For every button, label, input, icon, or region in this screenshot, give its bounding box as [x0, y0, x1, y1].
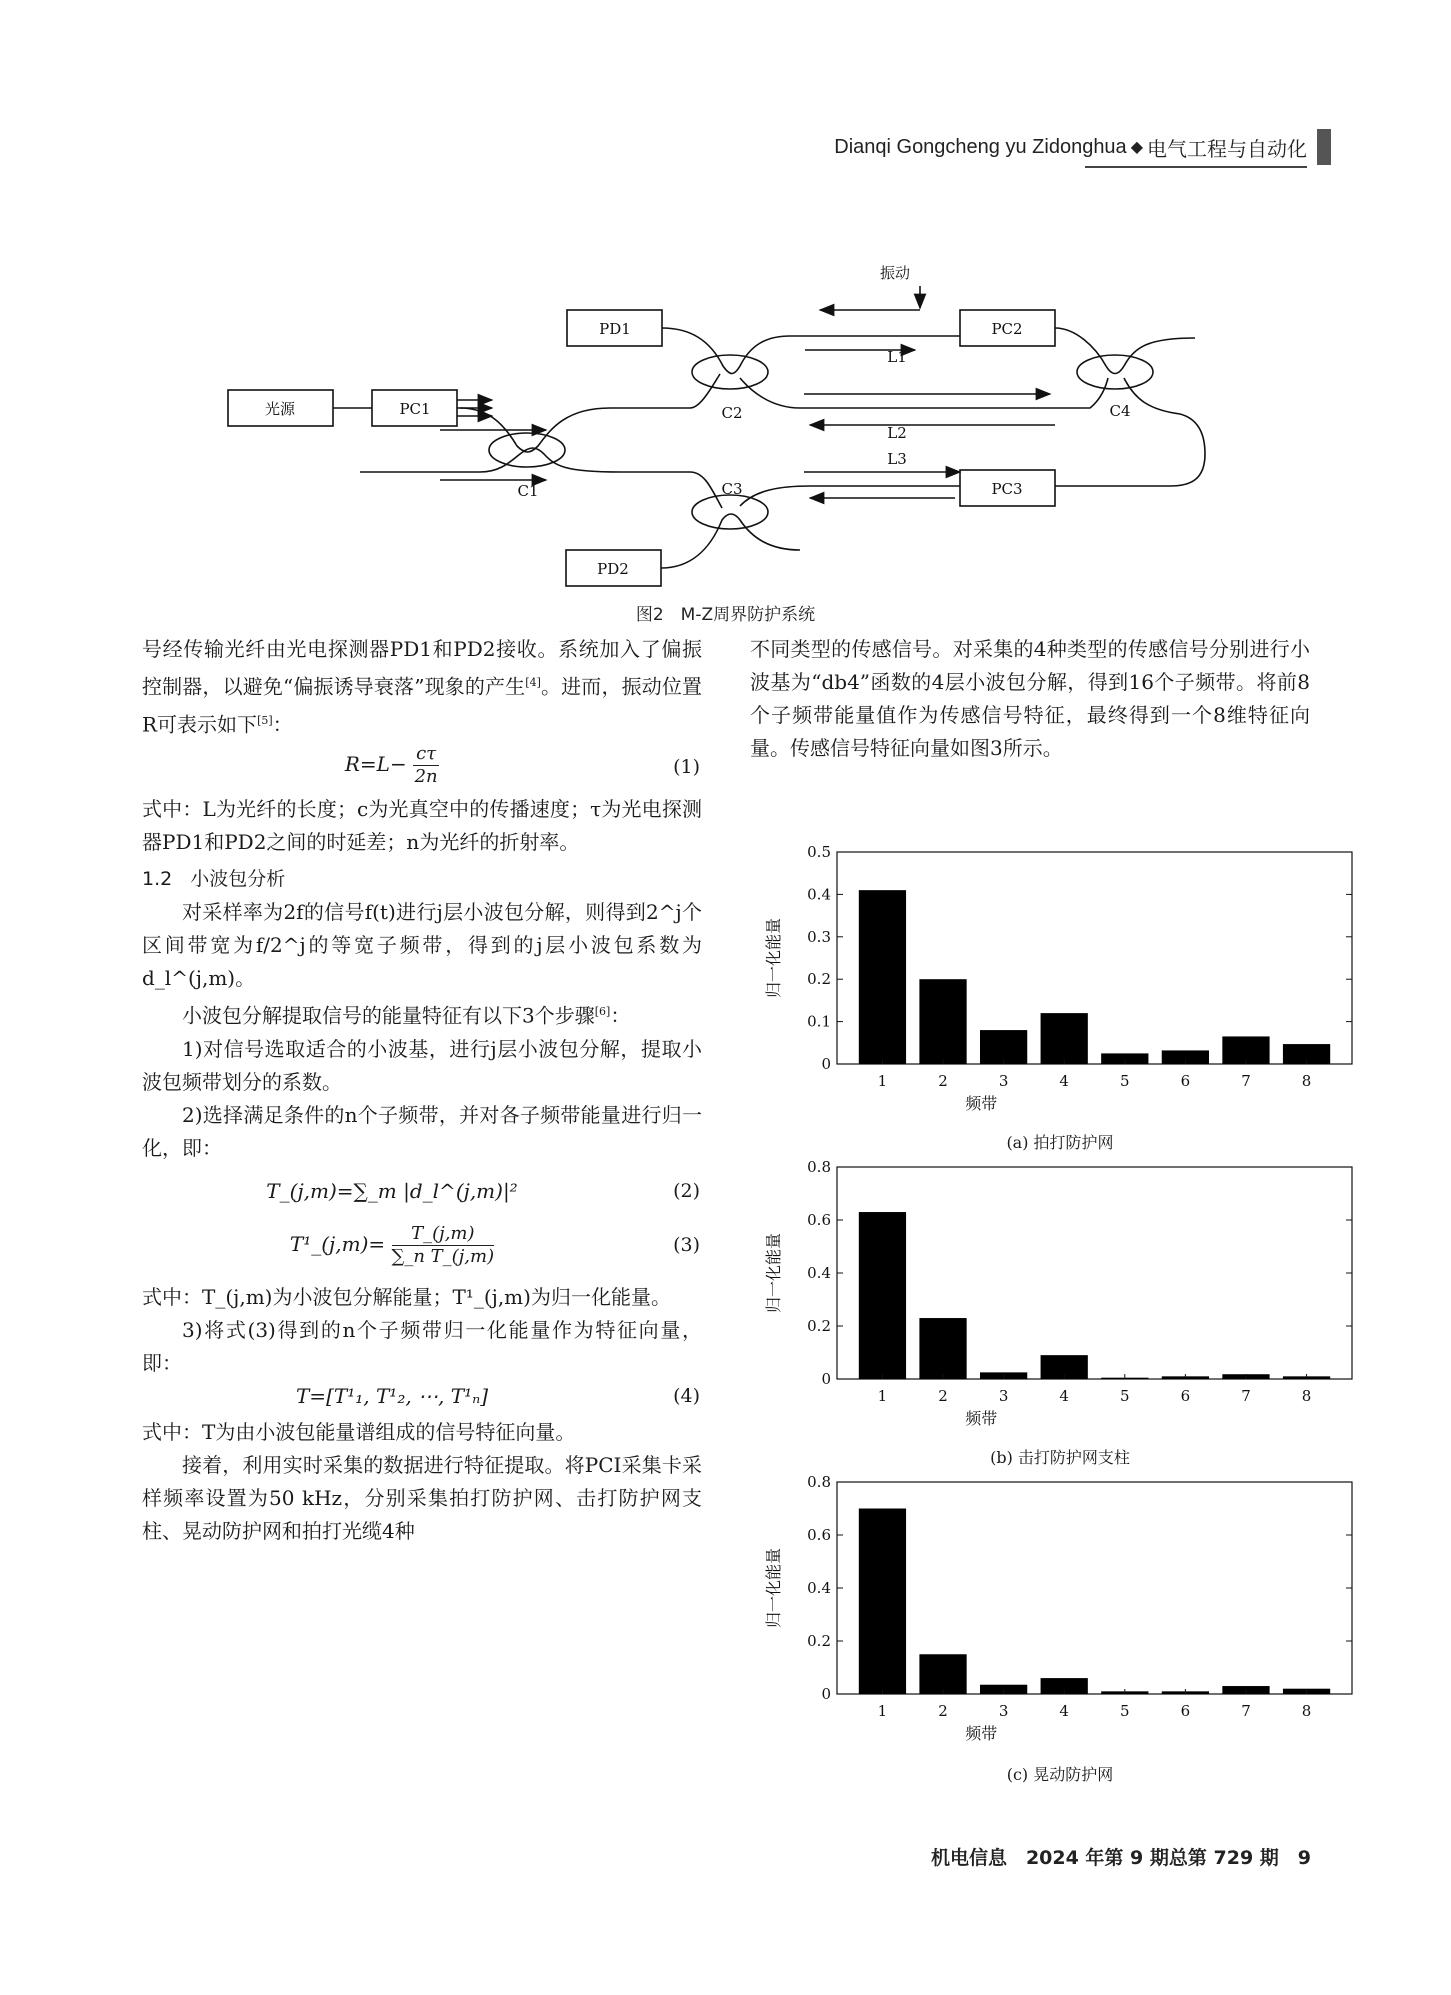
y-tick-label: 0.4 — [807, 1579, 831, 1597]
bar — [1041, 1013, 1088, 1064]
x-tick-label: 3 — [998, 1072, 1009, 1090]
x-tick-label: 2 — [938, 1072, 948, 1090]
x-tick-label: 1 — [877, 1387, 888, 1405]
y-tick-label: 0.2 — [807, 1317, 831, 1335]
x-tick-label: 7 — [1241, 1072, 1251, 1090]
paragraph — [142, 995, 702, 1033]
citation: [6] — [594, 1005, 611, 1019]
c3-label: C3 — [721, 480, 743, 498]
equation-3 — [142, 1217, 702, 1281]
y-tick-label: 0.1 — [807, 1012, 831, 1031]
y-tick-label: 0.8 — [807, 1473, 831, 1491]
x-tick-label: 2 — [938, 1387, 948, 1405]
y-tick-label: 0.2 — [807, 970, 831, 989]
x-axis-label: 频带 — [965, 1094, 998, 1113]
x-axis-label: 频带 — [965, 1409, 998, 1428]
y-tick-label: 0.4 — [807, 1264, 831, 1282]
y-tick-label: 0.6 — [807, 1211, 831, 1229]
figure2-caption: 图2 M-Z周界防护系统 — [635, 605, 816, 625]
paragraph: 对采样率为2f的信号f(t)进行j层小波包分解，则得到2^j个区间带宽为f/2^j的等宽子频带，得到的j层小波包系数为d_l^(j,m)。 — [142, 900, 702, 991]
bar — [919, 979, 966, 1064]
light-source-label: 光源 — [264, 400, 296, 418]
paragraph: 式中：T为由小波包能量谱组成的信号特征向量。 — [142, 1419, 576, 1444]
mz-system-diagram — [220, 250, 1230, 600]
x-tick-label: 4 — [1059, 1387, 1069, 1405]
bar — [980, 1030, 1027, 1064]
bar — [919, 1318, 966, 1379]
pd2-label: PD2 — [597, 560, 629, 578]
x-tick-label: 6 — [1180, 1702, 1191, 1720]
pc1-label: PC1 — [399, 400, 431, 418]
y-tick-label: 0 — [821, 1370, 831, 1388]
eq1-numerator: cτ — [413, 743, 439, 766]
text-span: ： — [610, 1003, 631, 1028]
l1-label: L1 — [887, 348, 907, 366]
section-title: 小波包分析 — [190, 868, 286, 891]
citation: [5] — [257, 713, 273, 727]
bar — [919, 1654, 966, 1694]
section-number: 1.2 — [142, 868, 173, 891]
x-tick-label: 5 — [1120, 1702, 1130, 1720]
y-axis-label: 归一化能量 — [764, 917, 783, 999]
y-tick-label: 0.8 — [807, 1158, 831, 1176]
paragraph: 不同类型的传感信号。对采集的4种类型的传感信号分别进行小波基为“db4”函数的4层小波包分解，得到16个子频带。将前8个子频带能量值作为传感信号特征，最终得到一个8维特征向量。传感信号特征向量如图3所示。 — [750, 637, 1310, 760]
paragraph: 1)对信号选取适合的小波基，进行j层小波包分解，提取小波包频带划分的系数。 — [142, 1036, 702, 1094]
plot-frame — [837, 1482, 1352, 1694]
paragraph: 接着，利用实时采集的数据进行特征提取。将PCI采集卡采样频率设置为50 kHz，分别采集拍打防护网、击打防护网支柱、晃动防护网和拍打光缆4种 — [142, 1452, 702, 1543]
eq1-lhs: R=L− — [344, 752, 407, 777]
equation-number: (1) — [673, 756, 700, 779]
y-tick-label: 0.2 — [807, 1632, 831, 1650]
x-tick-label: 5 — [1120, 1072, 1130, 1090]
y-tick-label: 0.3 — [807, 927, 831, 946]
paragraph — [142, 633, 702, 741]
x-axis-label: 频带 — [965, 1724, 998, 1743]
paragraph: 式中：T_(j,m)为小波包分解能量；T¹_(j,m)为归一化能量。 — [142, 1284, 671, 1309]
y-axis-label: 归一化能量 — [764, 1232, 783, 1314]
x-tick-label: 4 — [1059, 1702, 1069, 1720]
equation-1 — [142, 741, 702, 793]
plot-frame — [837, 852, 1352, 1064]
equation-number: (3) — [673, 1233, 700, 1256]
section-heading — [142, 863, 702, 896]
y-tick-label: 0 — [821, 1055, 831, 1073]
header-journal-pinyin: Dianqi Gongcheng yu Zidonghua — [834, 135, 1127, 158]
x-tick-label: 3 — [998, 1702, 1009, 1720]
paragraph: 2)选择满足条件的n个子频带，并对各子频带能量进行归一化，即： — [142, 1102, 702, 1160]
x-tick-label: 5 — [1120, 1387, 1130, 1405]
bar — [859, 1212, 906, 1379]
left-column — [142, 633, 702, 1548]
y-axis-label: 归一化能量 — [764, 1547, 783, 1629]
eq3-lhs: T¹_(j,m)= — [289, 1231, 386, 1256]
x-tick-label: 7 — [1241, 1702, 1251, 1720]
vibration-label: 振动 — [879, 264, 911, 282]
x-tick-label: 2 — [938, 1702, 948, 1720]
chart-c-caption: (c) 晃动防护网 — [1006, 1765, 1114, 1784]
right-column — [750, 633, 1310, 765]
c1-label: C1 — [517, 482, 539, 500]
eq4-body: T=[T¹₁, T¹₂, ⋯, T¹ₙ] — [295, 1383, 489, 1408]
equation-2 — [142, 1165, 702, 1217]
equation-number: (2) — [673, 1179, 700, 1202]
text-span: 号经传输光纤由光电探测器PD1和PD2接收。系统加入了偏振控制器，以避免“偏振诱导衰落”现象的产生 — [142, 637, 702, 699]
eq1-denominator: 2n — [414, 766, 438, 788]
y-tick-label: 0.5 — [807, 843, 831, 861]
l2-label: L2 — [887, 424, 907, 442]
equation-number: (4) — [673, 1384, 700, 1407]
bar — [859, 890, 906, 1064]
header-bar — [1317, 129, 1331, 165]
y-tick-label: 0.6 — [807, 1526, 831, 1544]
pc3-label: PC3 — [991, 480, 1023, 498]
plot-frame — [837, 1167, 1352, 1379]
header-rule — [1085, 166, 1307, 168]
paragraph: 3)将式(3)得到的n个子频带归一化能量作为特征向量，即： — [142, 1317, 702, 1375]
citation: [4] — [525, 676, 541, 689]
x-tick-label: 8 — [1301, 1072, 1312, 1090]
equation-4 — [142, 1380, 702, 1416]
running-header — [834, 130, 1331, 164]
text-span: 。进而，振动位置R可表示如下 — [142, 674, 703, 737]
paragraph: 式中：L为光纤的长度；c为光真空中的传播速度；τ为光电探测器PD1和PD2之间的时延差；n为光纤的折射率。 — [142, 797, 702, 855]
bar-chart-a — [745, 840, 1375, 1140]
eq3-denominator: ∑_n T_(j,m) — [391, 1245, 495, 1267]
x-tick-label: 3 — [998, 1387, 1009, 1405]
chart-a-caption: (a) 拍打防护网 — [1006, 1133, 1114, 1152]
y-tick-label: 0 — [821, 1685, 831, 1703]
l3-label: L3 — [887, 450, 907, 468]
x-tick-label: 6 — [1180, 1387, 1191, 1405]
x-tick-label: 6 — [1180, 1072, 1191, 1090]
x-tick-label: 7 — [1241, 1387, 1251, 1405]
diamond-icon: ◆ — [1130, 139, 1143, 156]
bar — [859, 1509, 906, 1695]
x-tick-label: 4 — [1059, 1072, 1069, 1090]
c2-label: C2 — [721, 404, 743, 422]
page-footer: 机电信息 2024 年第 9 期总第 729 期 9 — [930, 1847, 1311, 1869]
bar-chart-c — [745, 1470, 1375, 1770]
x-tick-label: 8 — [1301, 1387, 1312, 1405]
text-span: ： — [272, 712, 293, 737]
y-tick-label: 0.4 — [807, 885, 831, 904]
x-tick-label: 8 — [1301, 1702, 1312, 1720]
x-tick-label: 1 — [877, 1702, 888, 1720]
text-span: 小波包分解提取信号的能量特征有以下3个步骤 — [182, 1003, 595, 1028]
bar-chart-b — [745, 1155, 1375, 1455]
eq2-body: T_(j,m)=∑_m |d_l^(j,m)|² — [266, 1178, 518, 1203]
x-tick-label: 1 — [877, 1072, 888, 1090]
chart-b-caption: (b) 击打防护网支柱 — [990, 1448, 1130, 1467]
header-journal-name: 电气工程与自动化 — [1147, 138, 1307, 161]
c4-label: C4 — [1109, 402, 1131, 420]
pd1-label: PD1 — [599, 320, 631, 338]
pc2-label: PC2 — [991, 320, 1023, 338]
eq3-numerator: T_(j,m) — [392, 1223, 495, 1246]
